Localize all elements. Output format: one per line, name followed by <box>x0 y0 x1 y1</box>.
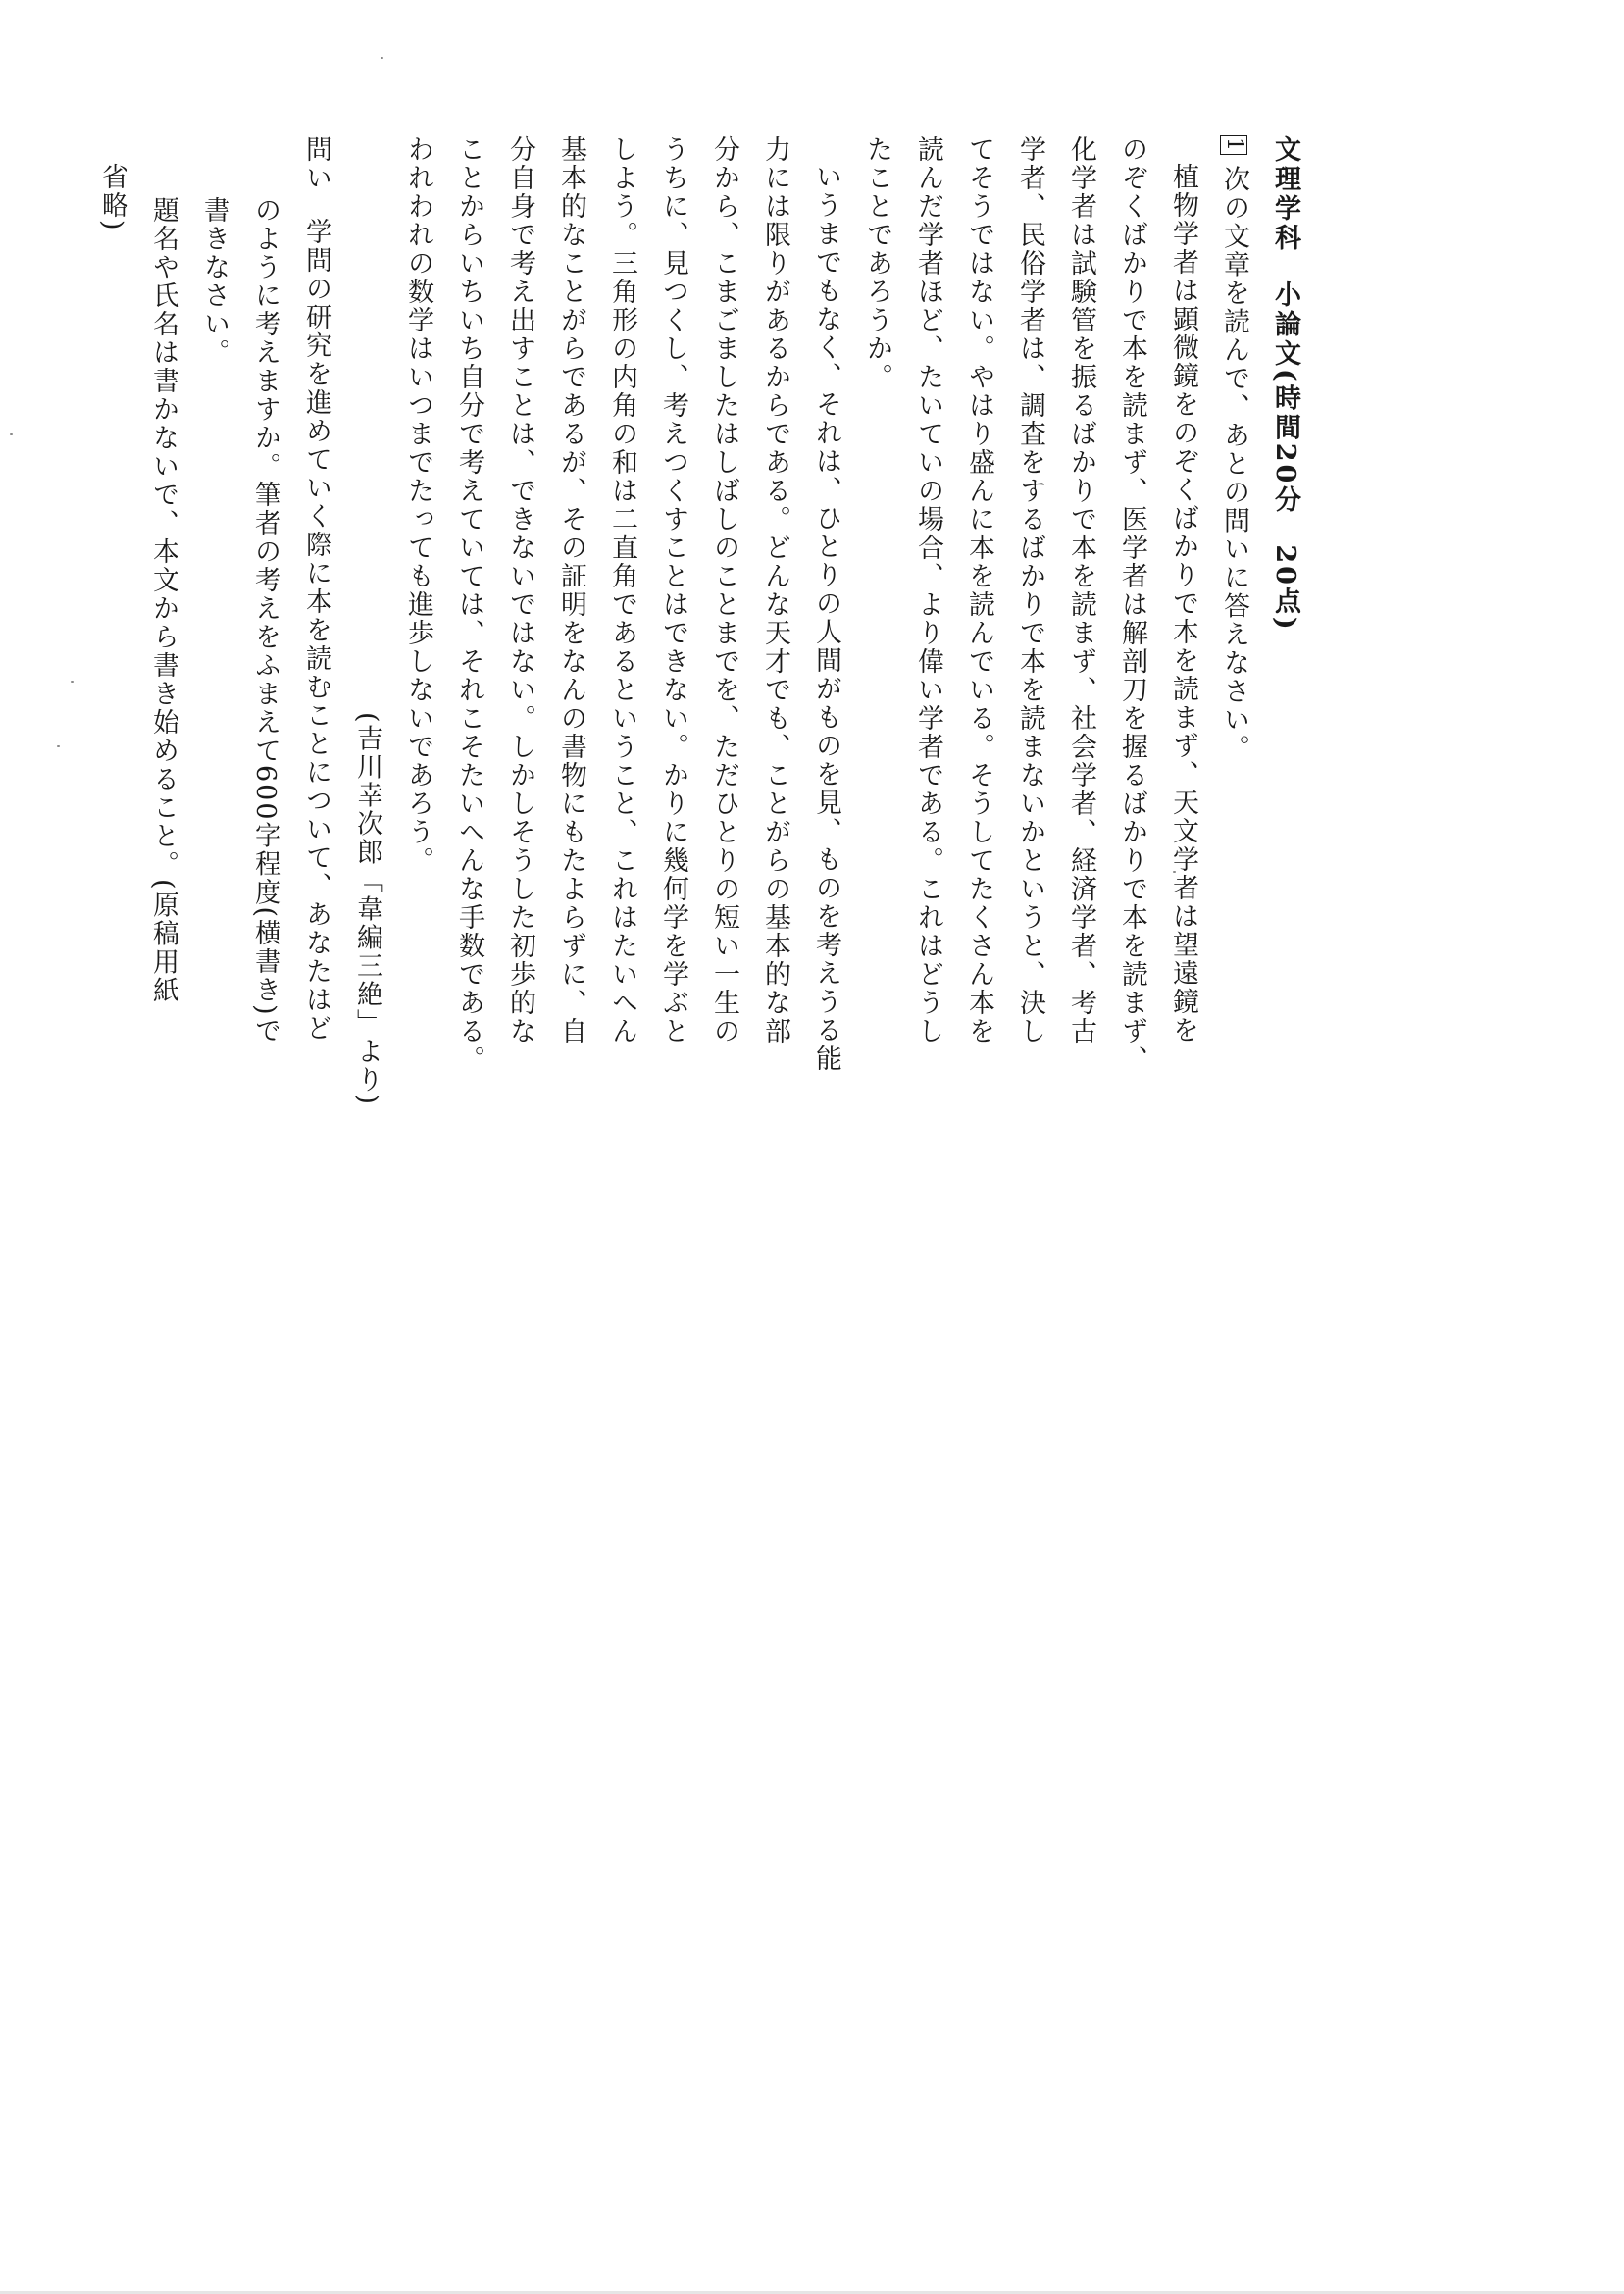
question-line: 書きなさい。 <box>199 196 229 367</box>
passage-line: うちに、見つくし、考えつくすことはできない。かりに幾何学を学ぶと <box>658 135 688 1045</box>
question-line <box>290 135 341 1116</box>
scan-speck <box>71 681 74 683</box>
department-name: 文理学科 <box>1270 135 1300 253</box>
passage-line: いうまでもなく、それは、ひとりの人間がものを見、ものを考えうる能 <box>811 163 841 1073</box>
passage-line: 分から、こまごましたはしばしのことまでを、ただひとりの短い一生の <box>709 135 739 1045</box>
passage-line: ことからいちいち自分で考えていては、それこそたいへんな手数である。 <box>454 135 484 1074</box>
passage-line: 分自身で考え出すことは、できないではない。しかしそうした初歩的な <box>505 135 535 1045</box>
passage-line: 化学者は試験管を振るばかりで本を読まず、社会学者、経済学者、考古 <box>1066 135 1096 1045</box>
passage-line: しよう。三角形の内角の和は二直角であるということ、これはたいへん <box>607 135 637 1045</box>
passage-line: 学者、民俗学者は、調査をするばかりで本を読まないかというと、決し <box>1015 135 1045 1045</box>
instruction <box>1208 135 1259 1116</box>
passage-line: たことであろうか。 <box>862 135 892 391</box>
passage-line: てそうではない。やはり盛んに本を読んでいる。そうしてたくさん本を <box>964 135 994 1045</box>
question-line: のように考えますか。筆者の考えをふまえて600字程度(横書き)で <box>250 196 280 1045</box>
subject-name: 小論文 <box>1270 280 1300 369</box>
source-citation: (吉川幸次郎「韋編三絶」より) <box>352 711 382 1106</box>
passage-line: 力には限りがあるからである。どんな天才でも、ことがらの基本的な部 <box>760 135 790 1045</box>
passage-line: 植物学者は顕微鏡をのぞくばかりで本を読まず、天文学者は望遠鏡を <box>1168 163 1198 1045</box>
question-note: 省略) <box>97 163 127 232</box>
exam-text-block <box>86 135 1310 1116</box>
passage-line: 読んだ学者ほど、たいていの場合、より偉い学者である。これはどうし <box>913 135 943 1045</box>
passage-line: われわれの数学はいつまでたっても進歩しないであろう。 <box>403 135 433 875</box>
question-number-box: 1 <box>1222 137 1246 153</box>
exam-header <box>1259 135 1310 1116</box>
scan-speck <box>381 57 383 59</box>
question-note: 題名や氏名は書かないで、本文から書き始めること。(原稿用紙 <box>148 196 178 1005</box>
scan-speck <box>57 745 60 747</box>
scan-speck <box>10 433 13 435</box>
exam-conditions: (時間20分 20点) <box>1270 369 1300 633</box>
question-label: 問い <box>301 135 331 192</box>
passage-line: 基本的なことがらであるが、その証明をなんの書物にもたよらずに、自 <box>556 135 586 1045</box>
passage-line: のぞくばかりで本を読まず、医学者は解剖刀を握るばかりで本を読まず、 <box>1117 135 1147 1074</box>
question-text: 学問の研究を進めていく際に本を読むことについて、あなたはど <box>301 218 331 1043</box>
instruction-text: 次の文章を読んで、あとの問いに答えなさい。 <box>1219 165 1249 763</box>
